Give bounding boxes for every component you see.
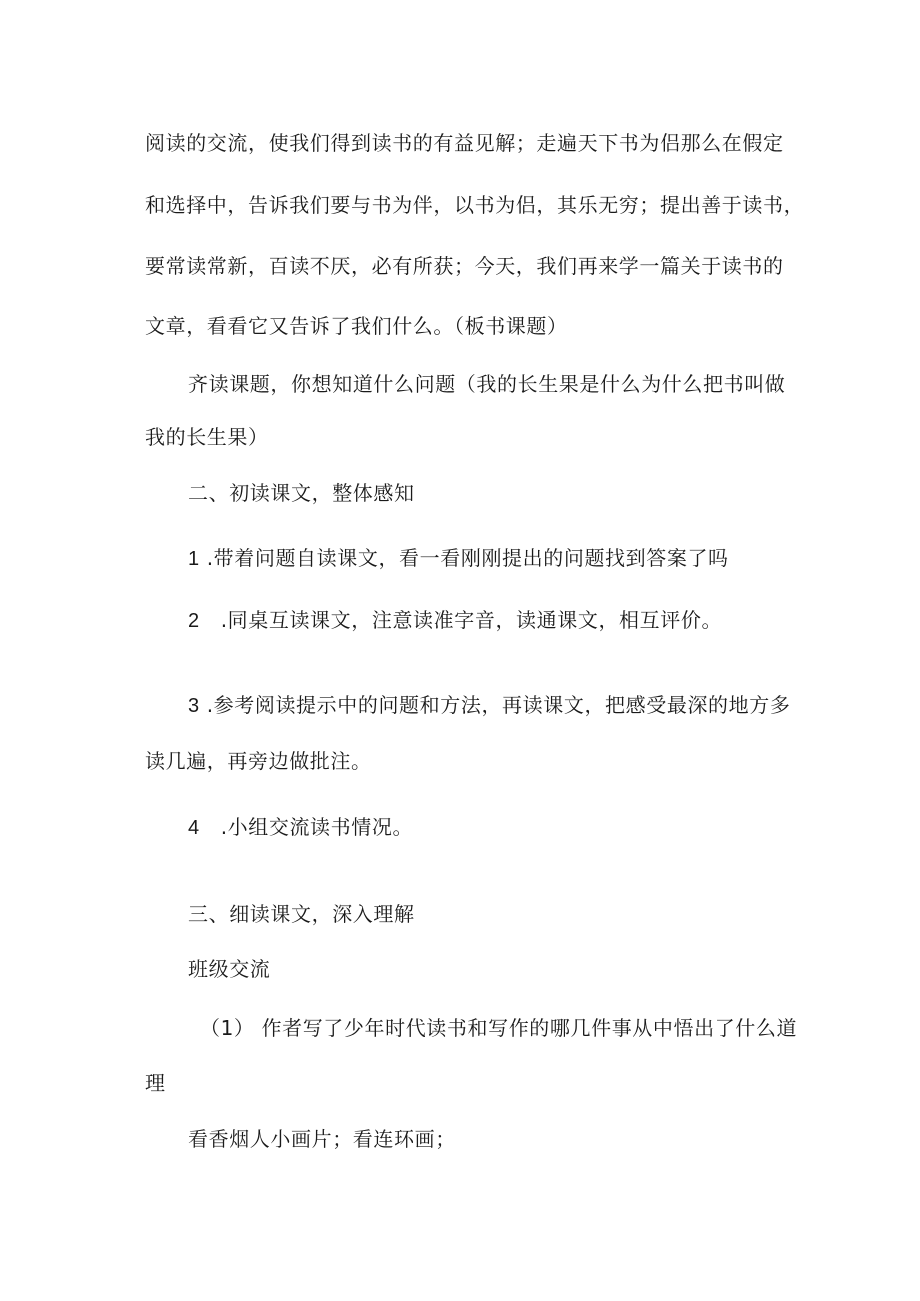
list-item-text: .同桌互读课文，注意读准字音，读通课文，相互评价。 (220, 608, 723, 632)
list-item (188, 815, 413, 840)
section-heading: 二、初读课文，整体感知 (188, 481, 415, 505)
list-item-number: 3 (188, 695, 200, 717)
list-item (188, 608, 722, 633)
list-item-text: .参考阅读提示中的问题和方法，再读课文，把感受最深的地方多 (206, 693, 791, 717)
list-item-number: 1 (188, 548, 200, 570)
list-item-number: 2 (188, 610, 200, 632)
list-item (188, 546, 729, 571)
paragraph-line: 看香烟人小画片；看连环画； (188, 1127, 456, 1151)
question-item (200, 1016, 797, 1040)
list-item (188, 693, 790, 718)
question-text: 作者写了少年时代读书和写作的哪几件事从中悟出了什么道 (261, 1016, 798, 1040)
list-item-text: .带着问题自读课文，看一看刚刚提出的问题找到答案了吗 (206, 546, 729, 570)
question-number: （1） (200, 1016, 255, 1040)
paragraph-line: 齐读课题，你想知道什么问题（我的长生果是什么为什么把书叫做 (188, 372, 786, 396)
list-item-number: 4 (188, 817, 200, 839)
paragraph-line: 文章，看看它又告诉了我们什么。（板书课题） (145, 314, 568, 338)
paragraph-line: 我的长生果） (145, 425, 269, 449)
paragraph-line: 要常读常新，百读不厌，必有所获；今天，我们再来学一篇关于读书的 (145, 254, 784, 278)
paragraph-line: 读几遍，再旁边做批注。 (145, 749, 372, 773)
section-heading: 三、细读课文，深入理解 (188, 902, 415, 926)
paragraph-line: 理 (145, 1071, 166, 1095)
paragraph-line: 和选择中，告诉我们要与书为伴，以书为侣，其乐无穷；提出善于读书， (145, 193, 805, 217)
paragraph-line: 阅读的交流，使我们得到读书的有益见解；走遍天下书为侣那么在假定 (145, 131, 784, 155)
list-item-text: .小组交流读书情况。 (220, 815, 414, 839)
sub-heading: 班级交流 (188, 957, 271, 981)
